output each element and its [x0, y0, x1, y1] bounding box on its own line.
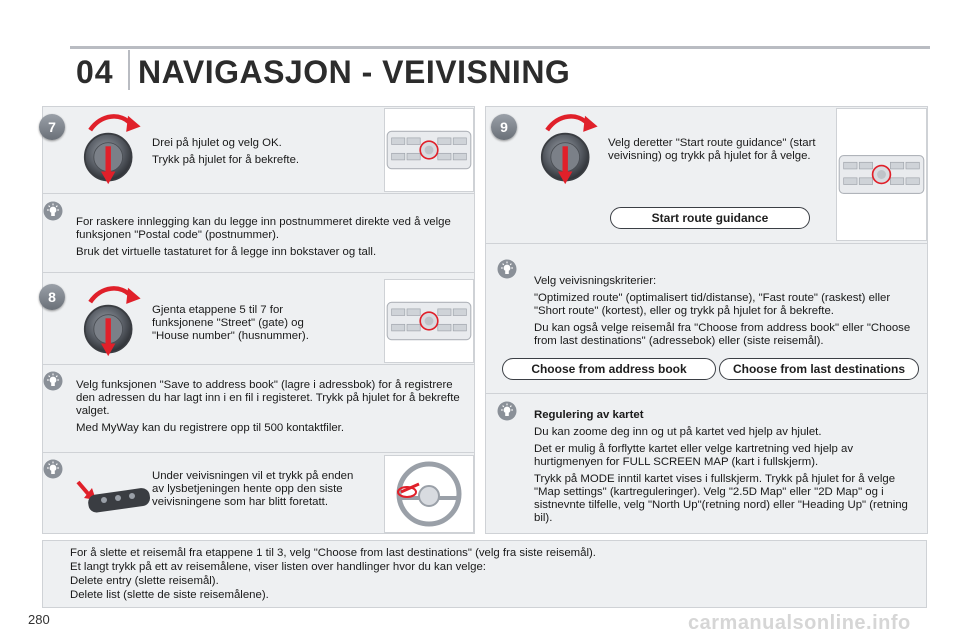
control-panel-image: [384, 108, 474, 192]
page-number: 280: [28, 612, 50, 627]
lightbulb-icon: [43, 201, 63, 221]
footer-line-2: Et langt trykk på ett av reisemålene, viser listen over handlinger hvor du kan velge:: [70, 561, 486, 573]
step-badge-8: 8: [39, 284, 65, 310]
lightbulb-icon: [43, 371, 63, 391]
tip1-line-2: Bruk det virtuelle tastaturet for å legge inn bokstaver og tall.: [76, 246, 377, 258]
lightbulb-icon: [497, 401, 517, 421]
tip4-text: [534, 275, 919, 352]
tip3-text: Under veivisningen vil et trykk på enden av lysbetjeningen hente opp den siste veivisningene som har blitt foretatt.: [152, 470, 354, 508]
start-route-guidance-button[interactable]: Start route guidance: [610, 207, 810, 229]
step-badge-7: 7: [39, 114, 65, 140]
tip2-text: [76, 379, 468, 439]
tip2-line-1: Velg funksjonen "Save to address book" (lagre i adressbok) for å registrere den adressen du har lagt inn i en fil i registeret. Trykk på hjulet for å bekrefte valget.: [76, 379, 460, 417]
lightbulb-icon: [497, 259, 517, 279]
separator: [485, 393, 928, 394]
rotary-knob-icon: [531, 108, 603, 190]
tip4-line-3: Du kan også velge reisemål fra "Choose from address book" eller "Choose from last destinations" (adressebok) eller (siste reisemål).: [534, 322, 911, 347]
header-divider: [128, 50, 130, 90]
step7-text: [152, 137, 377, 171]
header-rule: [70, 46, 930, 49]
tip1-text: [76, 216, 468, 263]
step8-text: Gjenta etappene 5 til 7 for funksjonene "Street" (gate) og "House number" (husnummer).: [152, 304, 309, 342]
watermark: carmanualsonline.info: [688, 612, 911, 634]
footer-line-1: For å slette et reisemål fra etappene 1 til 3, velg "Choose from last destinations" (velg fra siste reisemål).: [70, 547, 596, 559]
separator: [42, 272, 475, 273]
steering-wheel-icon: [385, 456, 473, 532]
tip5-line-1: Du kan zoome deg inn og ut på kartet ved hjelp av hjulet.: [534, 426, 822, 438]
step7-line-1: Drei på hjulet og velg OK.: [152, 137, 282, 149]
steering-wheel-image: [384, 455, 474, 533]
separator: [42, 364, 475, 365]
separator: [42, 193, 475, 194]
lightbulb-icon: [43, 459, 63, 479]
light-stalk-icon: [74, 470, 152, 520]
footer-line-3: Delete entry (slette reisemål).: [70, 575, 219, 587]
tip1-line-1: For raskere innlegging kan du legge inn postnummeret direkte ved å velge funksjonen "Postal code" (postnummer).: [76, 216, 451, 241]
chapter-number: 04: [76, 54, 114, 90]
tip5-line-3: Trykk på MODE inntil kartet vises i fullskjerm. Trykk på hjulet for å velge "Map settings" (kartreguleringer). Velg "2.5D Map" eller "2D Map" og i sistnevnte tilfelle, velg "North Up"(retning nord) eller "Heading Up" (retning bil).: [534, 473, 908, 524]
control-panel-icon: [837, 109, 926, 240]
footer-text: [70, 547, 920, 602]
tip5-heading: Regulering av kartet: [534, 409, 644, 421]
choose-from-address-book-button[interactable]: Choose from address book: [502, 358, 716, 380]
separator: [42, 452, 475, 453]
separator: [485, 243, 928, 244]
control-panel-image: [836, 108, 927, 241]
tip4-line-2: "Optimized route" (optimalisert tid/distanse), "Fast route" (raskest) eller "Short route" (kortest), eller og trykk på hjulet for å bekrefte.: [534, 292, 891, 317]
rotary-knob-icon: [74, 108, 146, 190]
page-title: NAVIGASJON - VEIVISNING: [138, 54, 571, 90]
tip4-line-1: Velg veivisningskriterier:: [534, 275, 657, 287]
tip5-text: [534, 409, 919, 529]
rotary-knob-icon: [74, 280, 146, 362]
step9-text: Velg deretter "Start route guidance" (start veivisning) og trykk på hjulet for å velge.: [608, 137, 816, 162]
choose-from-last-destinations-button[interactable]: Choose from last destinations: [719, 358, 919, 380]
tip2-line-2: Med MyWay kan du registrere opp til 500 kontaktfiler.: [76, 422, 345, 434]
tip5-line-2: Det er mulig å forflytte kartet eller velge kartretning ved hjelp av hurtigmenyen for FULL SCREEN MAP (kart i fullskjerm).: [534, 443, 854, 468]
control-panel-icon: [385, 109, 473, 191]
step7-line-2: Trykk på hjulet for å bekrefte.: [152, 154, 300, 166]
control-panel-image: [384, 279, 474, 363]
step-badge-9: 9: [491, 114, 517, 140]
footer-line-4: Delete list (slette de siste reisemålene).: [70, 589, 269, 601]
control-panel-icon: [385, 280, 473, 362]
